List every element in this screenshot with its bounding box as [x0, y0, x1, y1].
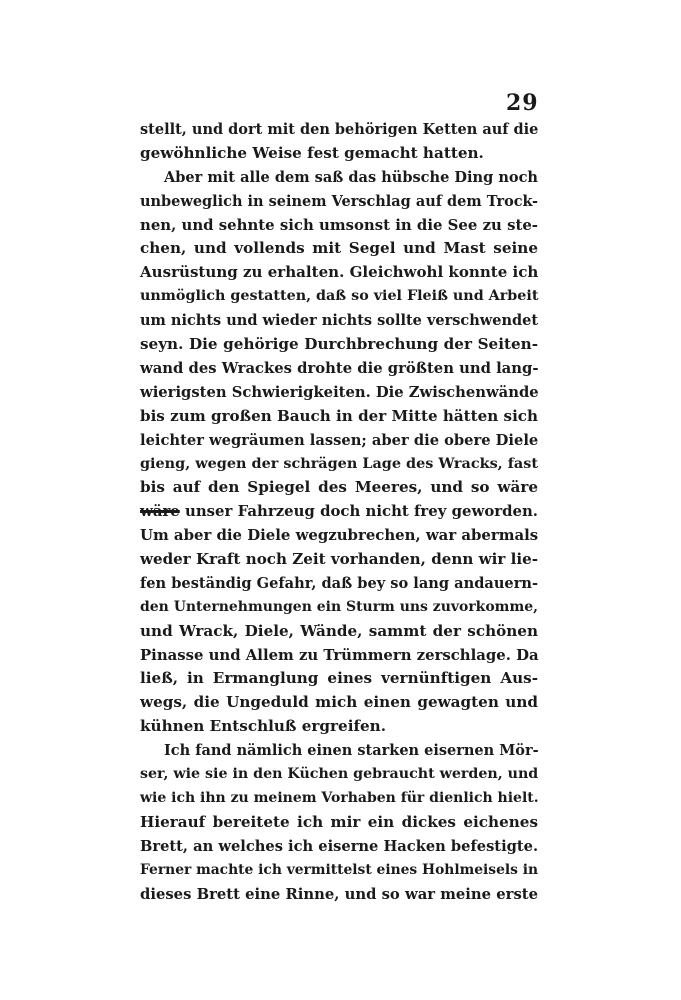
text-line: wegs, die Ungeduld mich einen gewagten und [140, 693, 538, 712]
text-line: bis zum großen Bauch in der Mitte hätten sich [140, 406, 538, 425]
text-line: wand des Wrackes drohte die größten und lang- [140, 359, 539, 377]
text-line: um nichts und wieder nichts sollte verschwendet [140, 312, 539, 330]
text-line: fen beständig Gefahr, daß bey so lang andauern- [140, 574, 539, 592]
text-line: ser, wie sie in den Küchen gebraucht werden, und [140, 766, 539, 783]
text-line: den Unternehmungen ein Sturm uns zuvorkomme, [140, 598, 538, 615]
paragraph [140, 739, 538, 906]
text-line: Ich fand nämlich einen starken eisernen Mör- [164, 742, 539, 760]
paragraph [140, 166, 538, 739]
text-line: wie ich ihn zu meinem Vorhaben für dienlich hielt. [140, 789, 539, 806]
text-line: ließ, in Ermanglung eines vernünftigen Aus- [140, 669, 538, 688]
text-line: weder Kraft noch Zeit vorhanden, denn wir lie- [140, 550, 538, 569]
text-line: wierigsten Schwierigkeiten. Die Zwischenwände [140, 383, 539, 401]
body-text [140, 118, 538, 906]
text-line: stellt, und dort mit den behörigen Ketten auf die [140, 121, 539, 138]
text-line: Ausrüstung zu erhalten. Gleichwohl konnte ich [140, 263, 539, 282]
text-line: nen, und sehnte sich umsonst in die See zu ste- [140, 215, 538, 234]
text-line: Ferner machte ich vermittelst eines Hohlmeisels in [140, 861, 539, 878]
text-line: unmöglich gestatten, daß so viel Fleiß und Arbeit [140, 288, 539, 305]
struck-word: wäre [140, 502, 180, 521]
text-line: gieng, wegen der schrägen Lage des Wracks, fast [140, 455, 538, 473]
text-line: chen, und vollends mit Segel und Mast seine [140, 239, 538, 258]
paragraph [140, 118, 538, 166]
text-line: Um aber die Diele wegzubrechen, war abermals [140, 526, 539, 545]
page-number: 29 [506, 90, 539, 116]
text-line: Brett, an welches ich eiserne Hacken befestigte. [140, 837, 539, 855]
text-line: unbeweglich in seinem Verschlag auf dem Trock- [140, 192, 538, 210]
text-line: dieses Brett eine Rinne, und so war meine erste [140, 885, 538, 903]
text-line: leichter wegräumen lassen; aber die obere Diele [140, 431, 539, 449]
text-line: Aber mit alle dem saß das hübsche Ding noch [164, 168, 538, 186]
text-line: kühnen Entschluß ergreifen. [140, 717, 386, 736]
text-line: bis auf den Spiegel des Meeres, und so wäre [140, 478, 538, 497]
text-line-with-struck-word: wäre unser Fahrzeug doch nicht frey geworden. [140, 502, 538, 521]
text-line: Pinasse und Allem zu Trümmern zerschlage. Da [140, 645, 539, 664]
text-line: und Wrack, Diele, Wände, sammt der schönen [140, 621, 538, 640]
text-line: gewöhnliche Weise fest gemacht hatten. [140, 143, 484, 162]
text-line: Hierauf bereitete ich mir ein dickes eichenes [140, 812, 538, 831]
text-line: seyn. Die gehörige Durchbrechung der Seiten- [140, 335, 538, 354]
